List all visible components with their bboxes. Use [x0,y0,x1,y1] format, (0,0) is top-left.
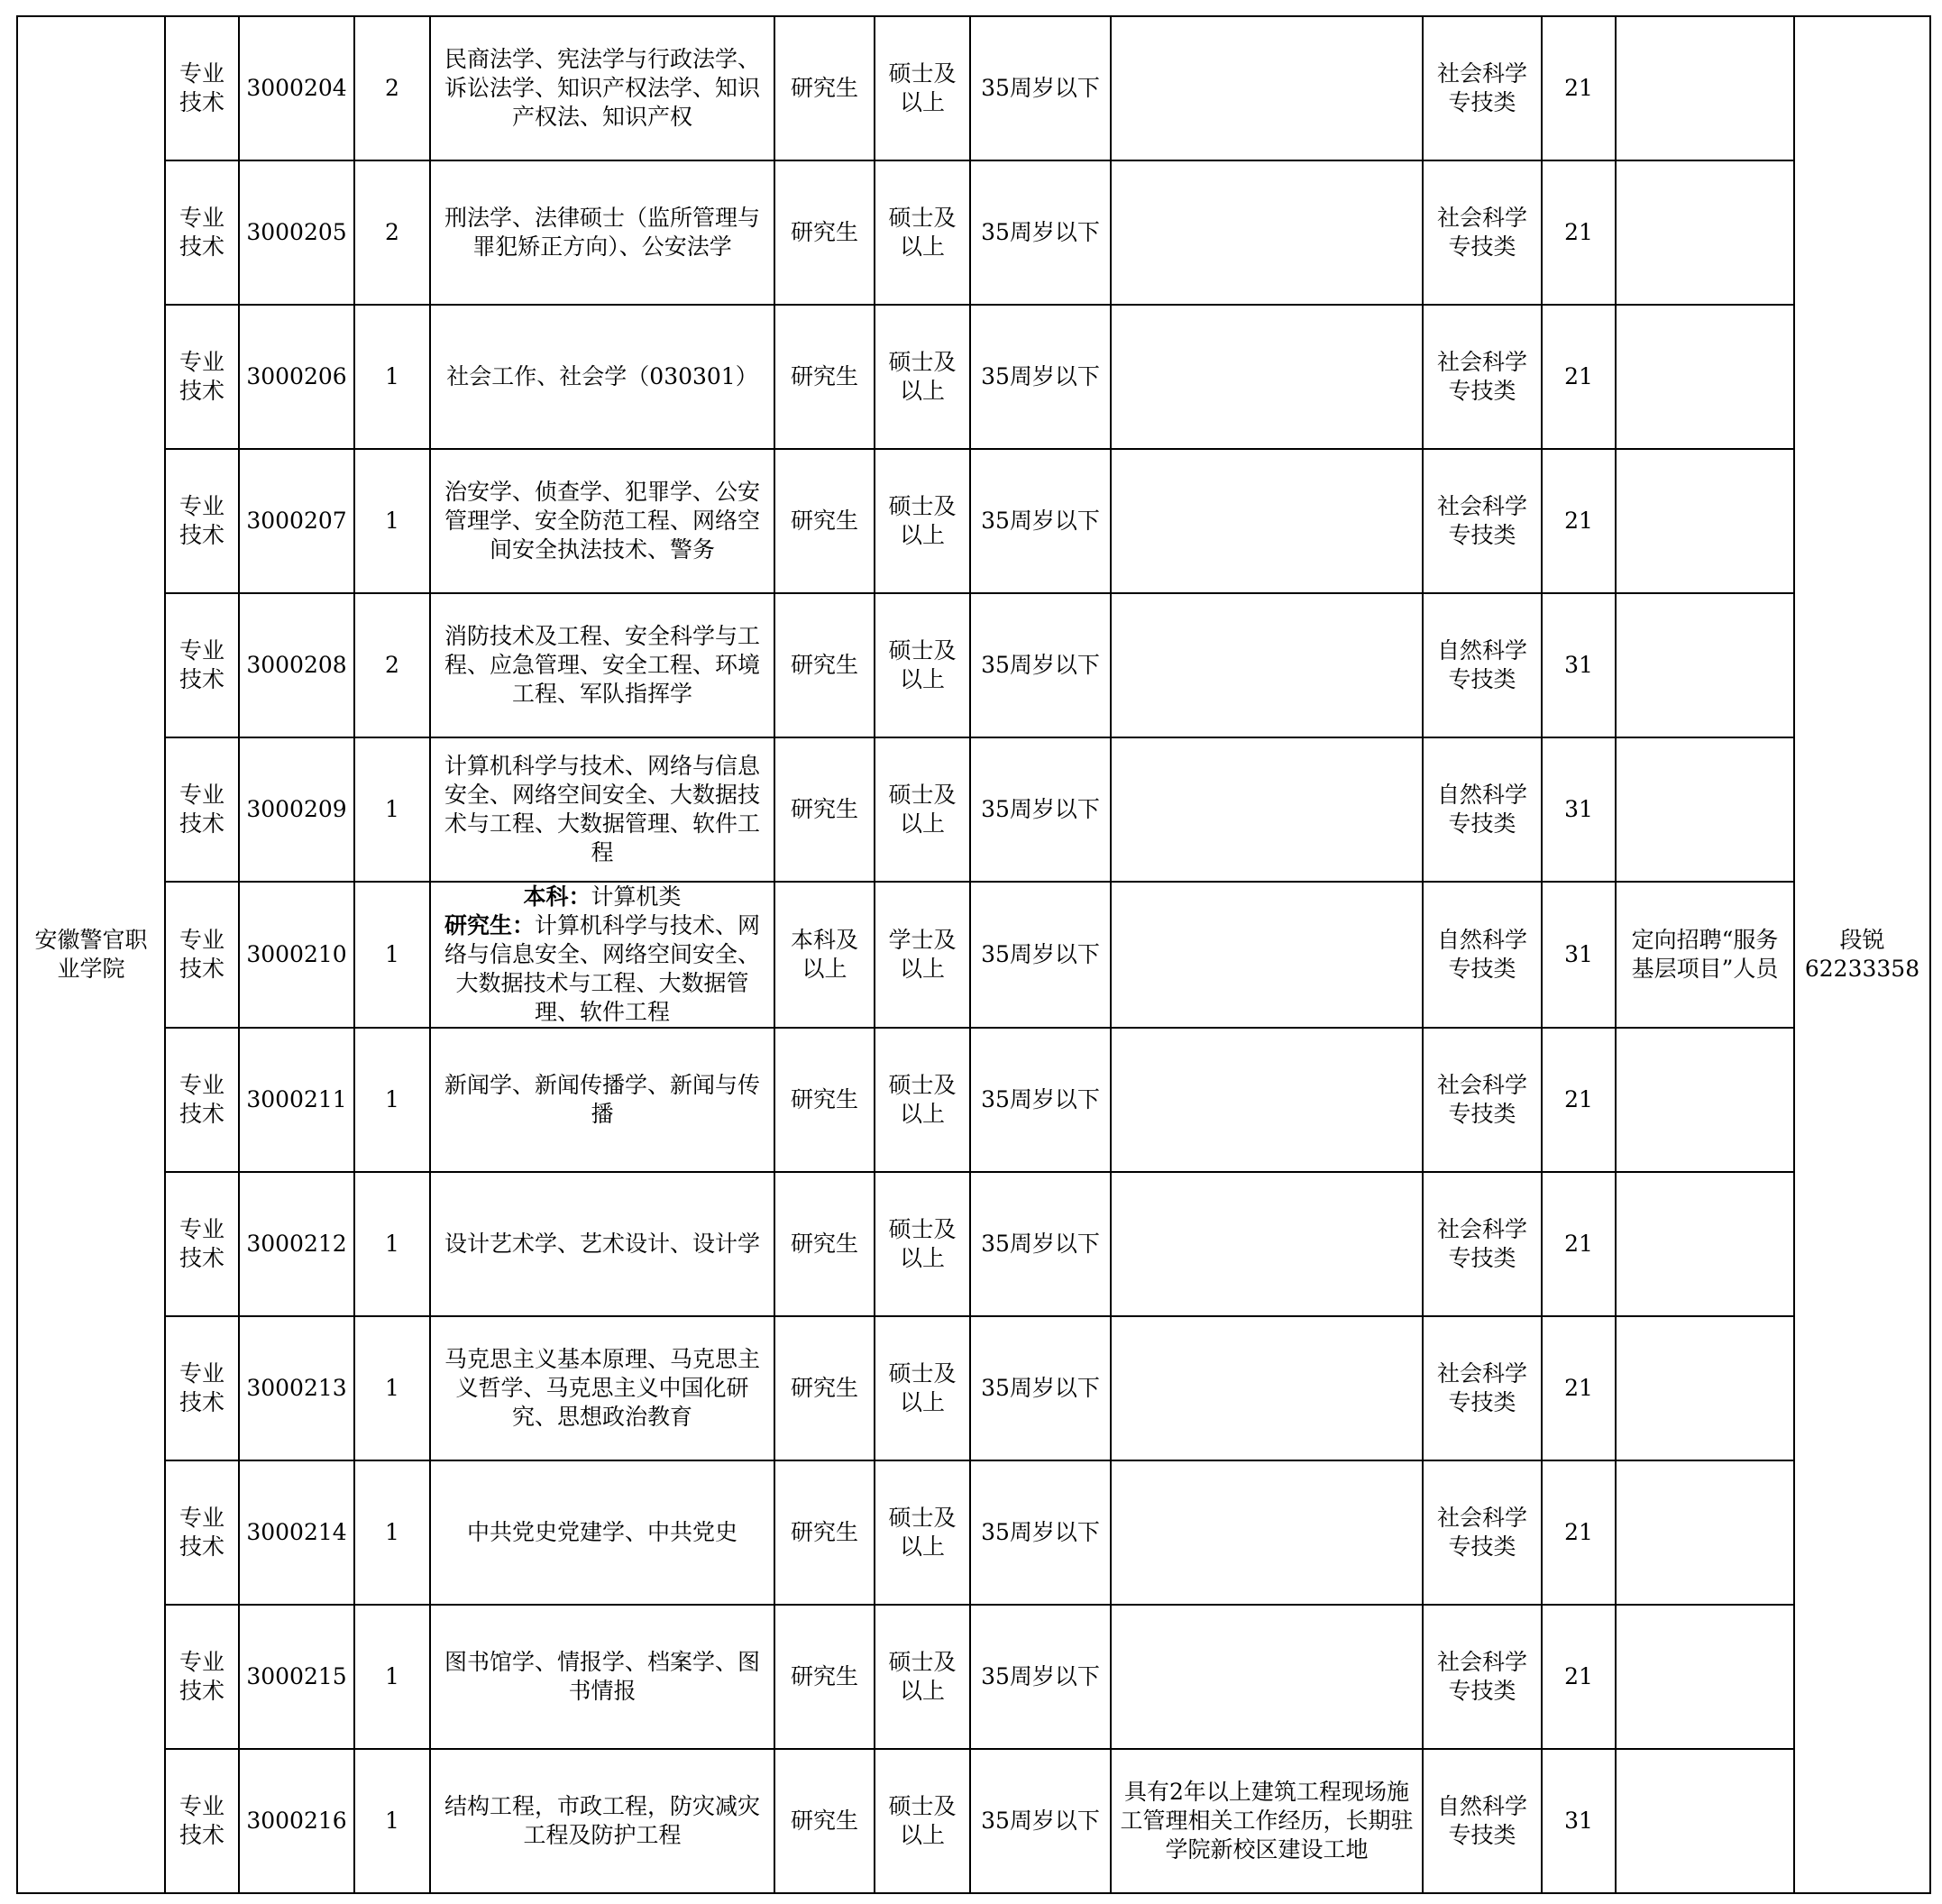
other-requirements-cell [1111,1028,1423,1172]
education-cell: 研究生 [774,305,875,449]
hiring-count-cell: 1 [354,1749,430,1893]
position-type-cell: 专业技术 [165,449,239,593]
major-cell: 中共党史党建学、中共党史 [430,1460,774,1605]
degree-cell: 硕士及以上 [875,160,970,305]
hiring-count-cell: 1 [354,1460,430,1605]
position-code-cell: 3000209 [239,737,354,882]
note-cell [1616,1316,1794,1460]
other-requirements-cell [1111,305,1423,449]
major-cell: 计算机科学与技术、网络与信息安全、网络空间安全、大数据技术与工程、大数据管理、软件工程 [430,737,774,882]
education-cell: 研究生 [774,1749,875,1893]
position-code-cell: 3000216 [239,1749,354,1893]
education-cell: 研究生 [774,449,875,593]
major-undergrad-value: 计算机类 [591,883,682,910]
position-type-cell: 专业技术 [165,160,239,305]
age-cell: 35周岁以下 [970,1316,1111,1460]
exam-category-cell: 自然科学专技类 [1423,737,1542,882]
hiring-count-cell: 1 [354,1605,430,1749]
exam-category-cell: 自然科学专技类 [1423,882,1542,1028]
major-cell: 马克思主义基本原理、马克思主义哲学、马克思主义中国化研究、思想政治教育 [430,1316,774,1460]
position-code-cell: 3000206 [239,305,354,449]
exam-category-cell: 社会科学专技类 [1423,1028,1542,1172]
exam-category-cell: 社会科学专技类 [1423,1605,1542,1749]
exam-code-cell: 21 [1542,305,1616,449]
contact-name: 段锐 [1839,927,1885,953]
age-cell: 35周岁以下 [970,737,1111,882]
table-body [17,16,1930,1893]
exam-code-cell: 31 [1542,737,1616,882]
exam-code-cell: 31 [1542,882,1616,1028]
hiring-count-cell: 2 [354,160,430,305]
contact-cell [1794,16,1930,1893]
other-requirements-cell: 具有2年以上建筑工程现场施工管理相关工作经历，长期驻学院新校区建设工地 [1111,1749,1423,1893]
position-code-cell: 3000204 [239,16,354,160]
position-type-cell: 专业技术 [165,1028,239,1172]
exam-code-cell: 21 [1542,1172,1616,1316]
table-row [17,737,1930,882]
table-row [17,1028,1930,1172]
exam-category-cell: 社会科学专技类 [1423,1460,1542,1605]
major-cell: 治安学、侦查学、犯罪学、公安管理学、安全防范工程、网络空间安全执法技术、警务 [430,449,774,593]
hiring-count-cell: 2 [354,16,430,160]
exam-code-cell: 21 [1542,16,1616,160]
position-type-cell: 专业技术 [165,882,239,1028]
exam-category-cell: 社会科学专技类 [1423,160,1542,305]
major-cell [430,882,774,1028]
recruitment-table [16,15,1931,1894]
age-cell: 35周岁以下 [970,1028,1111,1172]
degree-cell: 学士及以上 [875,882,970,1028]
contact-phone: 62233358 [1804,956,1920,982]
degree-cell: 硕士及以上 [875,1028,970,1172]
table-row [17,16,1930,160]
major-cell: 消防技术及工程、安全科学与工程、应急管理、安全工程、环境工程、军队指挥学 [430,593,774,737]
other-requirements-cell [1111,1316,1423,1460]
major-cell: 社会工作、社会学（030301） [430,305,774,449]
position-type-cell: 专业技术 [165,1749,239,1893]
degree-cell: 硕士及以上 [875,1316,970,1460]
exam-code-cell: 31 [1542,593,1616,737]
age-cell: 35周岁以下 [970,160,1111,305]
position-type-cell: 专业技术 [165,593,239,737]
age-cell: 35周岁以下 [970,1749,1111,1893]
position-type-cell: 专业技术 [165,305,239,449]
unit-name-cell: 安徽警官职业学院 [17,16,165,1893]
note-cell: 定向招聘“服务基层项目”人员 [1616,882,1794,1028]
note-cell [1616,449,1794,593]
exam-category-cell: 社会科学专技类 [1423,1172,1542,1316]
exam-category-cell: 社会科学专技类 [1423,449,1542,593]
exam-code-cell: 21 [1542,449,1616,593]
hiring-count-cell: 1 [354,449,430,593]
table-row [17,882,1930,1028]
table-row [17,1316,1930,1460]
major-undergrad-line [437,883,767,911]
education-cell: 研究生 [774,737,875,882]
position-code-cell: 3000214 [239,1460,354,1605]
position-code-cell: 3000213 [239,1316,354,1460]
table-row [17,593,1930,737]
note-cell [1616,1028,1794,1172]
age-cell: 35周岁以下 [970,1172,1111,1316]
major-cell: 民商法学、宪法学与行政法学、诉讼法学、知识产权法学、知识产权法、知识产权 [430,16,774,160]
other-requirements-cell [1111,882,1423,1028]
exam-category-cell: 社会科学专技类 [1423,305,1542,449]
degree-cell: 硕士及以上 [875,1605,970,1749]
major-postgrad-line [437,911,767,1027]
other-requirements-cell [1111,1172,1423,1316]
exam-category-cell: 社会科学专技类 [1423,16,1542,160]
hiring-count-cell: 1 [354,1172,430,1316]
education-cell: 研究生 [774,593,875,737]
education-cell: 本科及以上 [774,882,875,1028]
major-cell: 新闻学、新闻传播学、新闻与传播 [430,1028,774,1172]
age-cell: 35周岁以下 [970,1460,1111,1605]
degree-cell: 硕士及以上 [875,737,970,882]
other-requirements-cell [1111,160,1423,305]
hiring-count-cell: 1 [354,737,430,882]
exam-category-cell: 自然科学专技类 [1423,1749,1542,1893]
table-row [17,305,1930,449]
exam-code-cell: 21 [1542,1028,1616,1172]
table-row [17,160,1930,305]
position-code-cell: 3000212 [239,1172,354,1316]
other-requirements-cell [1111,1605,1423,1749]
other-requirements-cell [1111,1460,1423,1605]
degree-cell: 硕士及以上 [875,1749,970,1893]
hiring-count-cell: 1 [354,1028,430,1172]
table-row [17,449,1930,593]
degree-cell: 硕士及以上 [875,305,970,449]
age-cell: 35周岁以下 [970,593,1111,737]
table-row [17,1460,1930,1605]
position-type-cell: 专业技术 [165,737,239,882]
note-cell [1616,305,1794,449]
age-cell: 35周岁以下 [970,882,1111,1028]
exam-category-cell: 自然科学专技类 [1423,593,1542,737]
education-cell: 研究生 [774,1028,875,1172]
other-requirements-cell [1111,16,1423,160]
position-type-cell: 专业技术 [165,1605,239,1749]
exam-code-cell: 21 [1542,1460,1616,1605]
age-cell: 35周岁以下 [970,305,1111,449]
exam-code-cell: 21 [1542,1316,1616,1460]
degree-cell: 硕士及以上 [875,1172,970,1316]
education-cell: 研究生 [774,1605,875,1749]
table-row [17,1172,1930,1316]
position-type-cell: 专业技术 [165,1172,239,1316]
hiring-count-cell: 1 [354,305,430,449]
note-cell [1616,160,1794,305]
hiring-count-cell: 1 [354,882,430,1028]
age-cell: 35周岁以下 [970,1605,1111,1749]
major-cell: 设计艺术学、艺术设计、设计学 [430,1172,774,1316]
note-cell [1616,16,1794,160]
position-type-cell: 专业技术 [165,1316,239,1460]
position-type-cell: 专业技术 [165,16,239,160]
major-cell: 结构工程，市政工程，防灾减灾工程及防护工程 [430,1749,774,1893]
major-cell: 刑法学、法律硕士（监所管理与罪犯矫正方向）、公安法学 [430,160,774,305]
position-code-cell: 3000210 [239,882,354,1028]
age-cell: 35周岁以下 [970,449,1111,593]
hiring-count-cell: 1 [354,1316,430,1460]
note-cell [1616,1460,1794,1605]
exam-code-cell: 21 [1542,1605,1616,1749]
other-requirements-cell [1111,737,1423,882]
note-cell [1616,1605,1794,1749]
exam-code-cell: 21 [1542,160,1616,305]
education-cell: 研究生 [774,1172,875,1316]
education-cell: 研究生 [774,1460,875,1605]
note-cell [1616,1172,1794,1316]
major-undergrad-label: 本科： [523,883,591,910]
note-cell [1616,737,1794,882]
degree-cell: 硕士及以上 [875,449,970,593]
major-postgrad-label: 研究生： [444,912,535,938]
position-code-cell: 3000207 [239,449,354,593]
hiring-count-cell: 2 [354,593,430,737]
position-code-cell: 3000211 [239,1028,354,1172]
other-requirements-cell [1111,449,1423,593]
exam-category-cell: 社会科学专技类 [1423,1316,1542,1460]
position-type-cell: 专业技术 [165,1460,239,1605]
note-cell [1616,1749,1794,1893]
note-cell [1616,593,1794,737]
position-code-cell: 3000215 [239,1605,354,1749]
education-cell: 研究生 [774,160,875,305]
education-cell: 研究生 [774,16,875,160]
table-row [17,1749,1930,1893]
table-row [17,1605,1930,1749]
major-postgrad-value: 计算机科学与技术、网络与信息安全、网络空间安全、大数据技术与工程、大数据管理、软件工程 [444,912,761,1025]
exam-code-cell: 31 [1542,1749,1616,1893]
degree-cell: 硕士及以上 [875,16,970,160]
age-cell: 35周岁以下 [970,16,1111,160]
other-requirements-cell [1111,593,1423,737]
education-cell: 研究生 [774,1316,875,1460]
degree-cell: 硕士及以上 [875,593,970,737]
position-code-cell: 3000208 [239,593,354,737]
major-cell: 图书馆学、情报学、档案学、图书情报 [430,1605,774,1749]
position-code-cell: 3000205 [239,160,354,305]
degree-cell: 硕士及以上 [875,1460,970,1605]
